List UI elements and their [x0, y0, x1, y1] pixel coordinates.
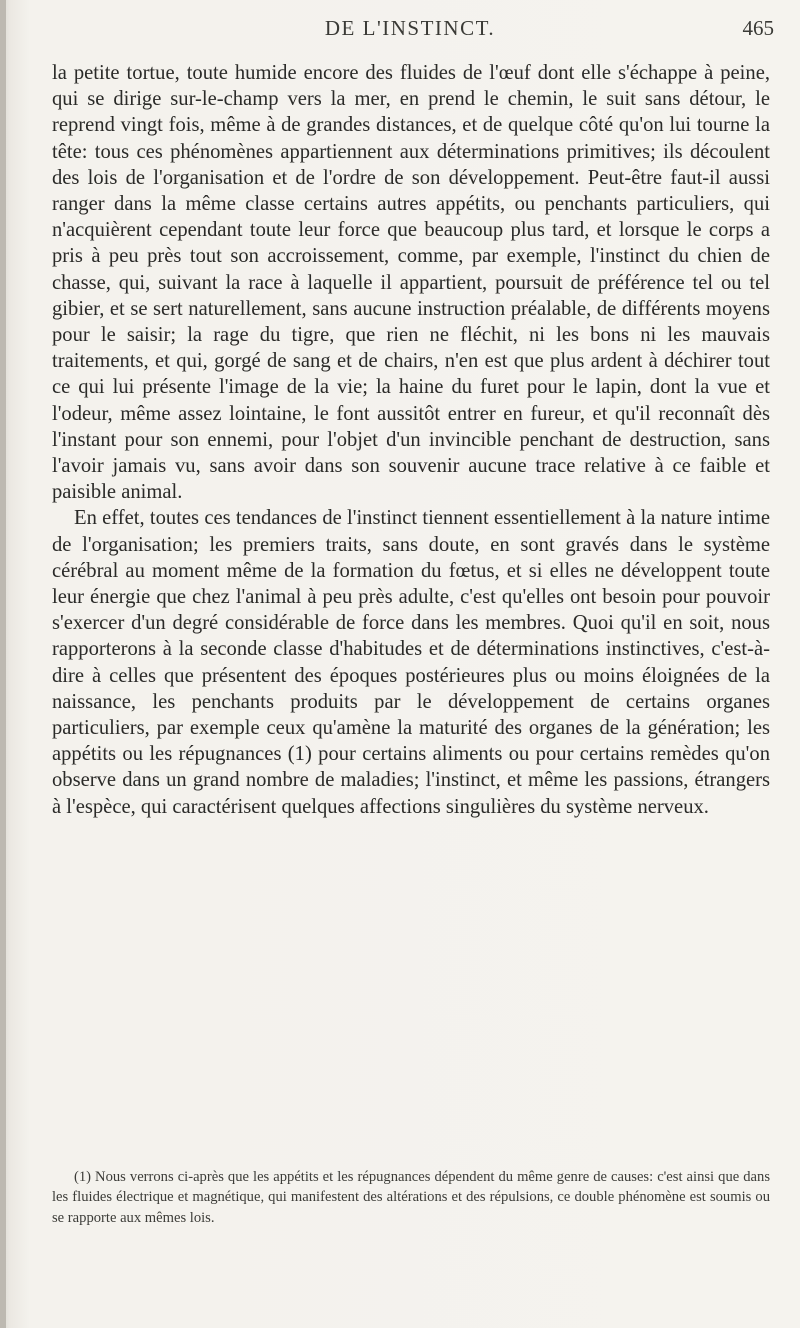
footnote-text: (1) Nous verrons ci-après que les appétits et les répugnances dépendent du même genre de causes: c'est ainsi que dans les fluides électrique et magnétique, qui manifestent des altérations et des répulsions, ce double phénomène est soumis ou se rapporte aux mêmes lois. [52, 1169, 770, 1226]
body-text [52, 60, 770, 820]
page-header [40, 16, 780, 46]
paragraph-1: la petite tortue, toute humide encore des fluides de l'œuf dont elle s'échappe à peine, qui se dirige sur-le-champ vers la mer, en prend le chemin, le suit sans détour, le reprend vingt fois, même à de grandes distances, et de quelque côté qu'on lui tourne la tête: tous ces phénomènes appartiennent aux déterminations primitives; ils découlent des lois de l'organisation et de l'ordre de son développement. Peut-être faut-il aussi ranger dans la même classe certains autres appétits, ou penchants particuliers, qui n'acquièrent cependant toute leur force que beaucoup plus tard, et lorsque le corps a pris à peu près tout son accroissement, comme, par exemple, l'instinct du chien de chasse, qui, suivant la race à laquelle il appartient, poursuit de préférence tel ou tel gibier, et se sert naturellement, sans aucune instruction préalable, de différents moyens pour le saisir; la rage du tigre, que rien ne fléchit, ni les bons ni les mauvais traitements, et qui, gorgé de sang et de chairs, n'en est que plus ardent à déchirer tout ce qui lui présente l'image de la vie; la haine du furet pour le lapin, dont la vue et l'odeur, même assez lointaine, le font aussitôt entrer en fureur, et qu'il reconnaît dès l'instant pour son ennemi, pour l'objet d'un invincible penchant de destruction, sans l'avoir jamais vu, sans avoir dans son souvenir aucune trace relative à ce faible et paisible animal. [52, 62, 770, 504]
page-binding-edge [0, 0, 6, 1328]
running-title: DE L'INSTINCT. [324, 16, 496, 40]
page-number: 465 [742, 16, 774, 40]
paragraph-2: En effet, toutes ces tendances de l'instinct tiennent essentiellement à la nature intime de l'organisation; les premiers traits, sans doute, en sont gravés dans le système cérébral au moment même de la formation du fœtus, et si elles ne développent toute leur énergie que chez l'animal à peu près adulte, c'est qu'elles ont besoin pour pouvoir s'exercer d'un degré considérable de force dans les membres. Quoi qu'il en soit, nous rapporterons à la seconde classe d'habitudes et de déterminations instinctives, c'est-à-dire à celles que présentent des époques postérieures plus ou moins éloignées de la naissance, les penchants produits par le développement de certains organes particuliers, par exemple ceux qu'amène la maturité des organes de la génération; les appétits ou les répugnances (1) pour certains aliments ou pour certains remèdes qu'on observe dans un grand nombre de maladies; l'instinct, et même les passions, étrangers à l'espèce, qui caractérisent quelques affections singulières du système nerveux. [52, 507, 770, 818]
footnote [52, 1167, 770, 1228]
